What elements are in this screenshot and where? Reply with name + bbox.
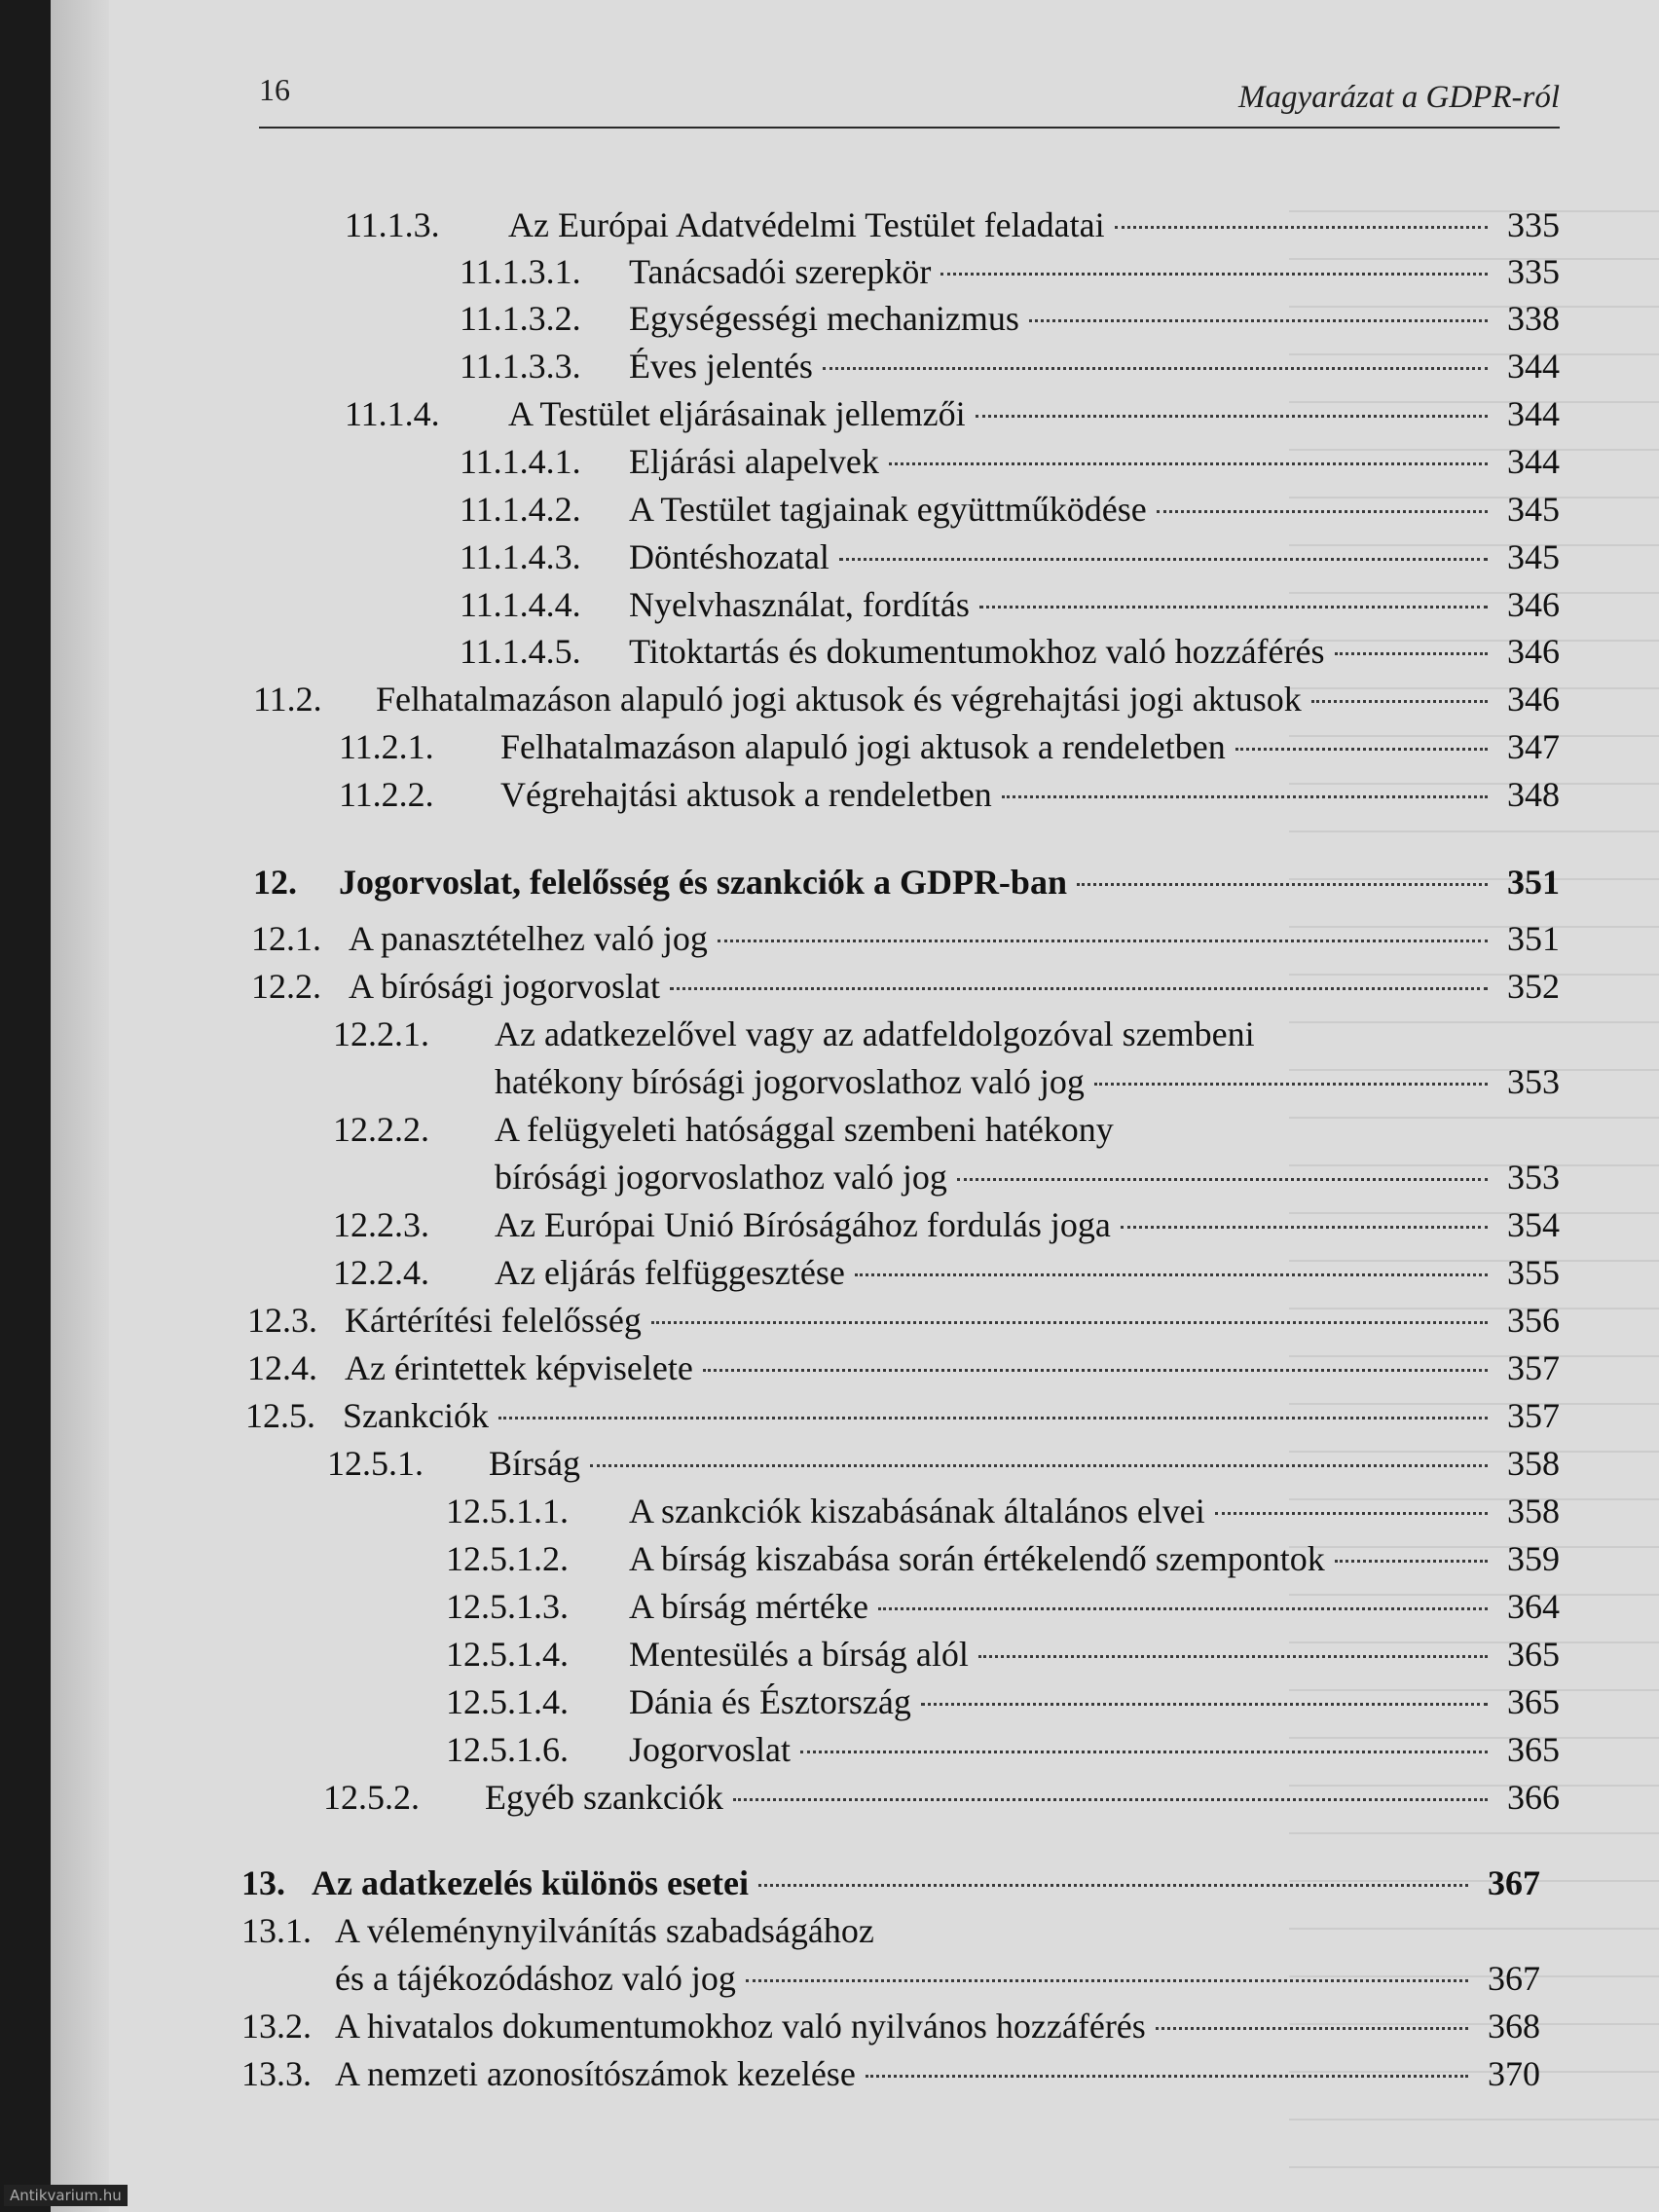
toc-entry-title: A panasztételhez való jog (349, 919, 708, 958)
toc-entry-title: Az érintettek képviselete (345, 1348, 693, 1387)
toc-entry (460, 298, 1560, 339)
toc-page-number: 358 (1507, 1444, 1560, 1483)
toc-page-number: 357 (1507, 1348, 1560, 1387)
toc-entry-title: Felhatalmazáson alapuló jogi aktusok a rendeletben (500, 727, 1226, 766)
toc-entry-number: 12.5. (245, 1396, 315, 1435)
toc-entry-number: 13.3. (241, 2054, 312, 2093)
toc-entry-title: Végrehajtási aktusok a rendeletben (500, 775, 992, 814)
toc-entry (446, 1729, 1560, 1770)
watermark: Antikvarium.hu (4, 2185, 128, 2206)
toc-entry (245, 1395, 1560, 1436)
toc-entry-title: Döntéshozatal (629, 537, 830, 576)
toc-entry-title: A bírság mértéke (629, 1587, 868, 1626)
toc-entry (446, 1538, 1560, 1579)
toc-entry-number: 12.2.1. (333, 1014, 429, 1053)
toc-page-number: 353 (1507, 1158, 1560, 1197)
toc-page-number: 364 (1507, 1587, 1560, 1626)
toc-leader-dots (957, 1178, 1488, 1181)
toc-page-number: 370 (1488, 2054, 1540, 2093)
toc-page-number: 358 (1507, 1492, 1560, 1530)
toc-entry-number: 11.1.4.2. (460, 490, 581, 529)
toc-leader-dots (878, 1607, 1488, 1610)
toc-entry-title: Bírság (489, 1444, 580, 1483)
toc-leader-dots (1121, 1226, 1488, 1229)
toc-entry-title: Szankciók (343, 1396, 489, 1435)
toc-page-number: 348 (1507, 775, 1560, 814)
toc-entry (495, 1061, 1560, 1102)
toc-leader-dots (940, 273, 1488, 276)
toc-entry-title: A Testület tagjainak együttműködése (629, 490, 1147, 529)
toc-entry-title: Az eljárás felfüggesztése (495, 1253, 845, 1292)
toc-entry-number: 12.5.1.3. (446, 1587, 569, 1626)
toc-entry-title: Felhatalmazáson alapuló jogi aktusok és végrehajtási jogi aktusok (376, 680, 1302, 719)
toc-page-number: 359 (1507, 1539, 1560, 1578)
toc-entry (241, 2006, 1540, 2046)
toc-entry-number: 12.3. (247, 1301, 317, 1340)
toc-entry (460, 346, 1560, 387)
toc-leader-dots (1029, 319, 1488, 322)
toc-entry (253, 679, 1560, 719)
toc-leader-dots (1002, 795, 1488, 798)
toc-entry (241, 2053, 1540, 2094)
toc-entry-title: A nemzeti azonosítószámok kezelése (335, 2054, 856, 2093)
toc-entry-number: 11.1.4. (345, 394, 440, 433)
toc-leader-dots (1335, 1560, 1488, 1563)
toc-entry (339, 726, 1560, 767)
toc-entry-number: 11.1.3.3. (460, 347, 581, 386)
toc-leader-dots (1235, 748, 1488, 751)
toc-page-number: 357 (1507, 1396, 1560, 1435)
toc-entry-number: 12.5.1. (327, 1444, 424, 1483)
toc-entry-number: 12. (253, 863, 297, 902)
toc-leader-dots (1311, 700, 1488, 703)
toc-page-number: 347 (1507, 727, 1560, 766)
toc-entry-title: Az Európai Adatvédelmi Testület feladatai (508, 205, 1105, 244)
toc-leader-dots (976, 415, 1488, 418)
toc-page-number: 365 (1507, 1682, 1560, 1721)
toc-entry-title: Eljárási alapelvek (629, 442, 879, 481)
toc-entry-number: 12.2.4. (333, 1253, 429, 1292)
toc-entry (323, 1777, 1560, 1818)
toc-page-number: 354 (1507, 1205, 1560, 1244)
toc-entry-title: Az Európai Unió Bíróságához fordulás joga (495, 1205, 1111, 1244)
toc-page-number: 335 (1507, 205, 1560, 244)
toc-entry-number: 11.1.3.1. (460, 252, 581, 291)
toc-leader-dots (746, 1979, 1468, 1982)
toc-leader-dots (1215, 1512, 1488, 1515)
page-gutter-shadow (51, 0, 109, 2212)
toc-leader-dots (1157, 510, 1488, 513)
book-page (51, 0, 1659, 2212)
toc-leader-dots (889, 462, 1488, 465)
toc-page-number: 346 (1507, 680, 1560, 719)
toc-entry-title: Nyelvhasználat, fordítás (629, 585, 970, 624)
toc-page-number: 345 (1507, 537, 1560, 576)
toc-page-number: 345 (1507, 490, 1560, 529)
toc-leader-dots (1156, 2027, 1468, 2030)
toc-entry-title: Jogorvoslat, felelősség és szankciók a GDPR-ban (339, 863, 1067, 902)
toc-entry (327, 1443, 1560, 1484)
toc-entry-number: 11.1.4.5. (460, 632, 581, 671)
toc-entry-title: Jogorvoslat (629, 1730, 791, 1769)
toc-entry-number: 12.5.1.2. (446, 1539, 569, 1578)
toc-entry-number: 12.5.1.1. (446, 1492, 569, 1530)
toc-leader-dots (978, 1655, 1488, 1658)
toc-entry-title: A bírság kiszabása során értékelendő szempontok (629, 1539, 1325, 1578)
toc-entry (446, 1634, 1560, 1675)
toc-entry-number: 12.5.1.6. (446, 1730, 569, 1769)
toc-entry-title: Az adatkezelővel vagy az adatfeldolgozóval szembeni (495, 1014, 1255, 1053)
toc-entry (495, 1157, 1560, 1198)
toc-leader-dots (498, 1417, 1488, 1419)
toc-entry-title: A Testület eljárásainak jellemzői (508, 394, 966, 433)
toc-entry (460, 584, 1560, 625)
toc-page-number: 346 (1507, 632, 1560, 671)
toc-entry-number: 12.2. (251, 967, 321, 1006)
toc-entry-title: Dánia és Észtország (629, 1682, 911, 1721)
toc-entry-first-line (333, 1014, 1255, 1054)
toc-leader-dots (590, 1464, 1488, 1467)
toc-entry-title: Kártérítési felelősség (345, 1301, 642, 1340)
toc-entry-title: A szankciók kiszabásának általános elvei (629, 1492, 1205, 1530)
toc-entry-title: A véleménynyilvánítás szabadságához (335, 1911, 874, 1950)
toc-entry-title: Éves jelentés (629, 347, 813, 386)
toc-page-number: 353 (1507, 1062, 1560, 1101)
toc-page-number: 367 (1488, 1959, 1540, 1998)
toc-leader-dots (1115, 226, 1488, 229)
toc-entry-title: A bírósági jogorvoslat (349, 967, 660, 1006)
toc-page-number: 344 (1507, 347, 1560, 386)
toc-entry-number: 11.1.3.2. (460, 299, 581, 338)
toc-entry-first-line (241, 1910, 874, 1951)
toc-page-number: 335 (1507, 252, 1560, 291)
toc-entry (446, 1586, 1560, 1627)
toc-leader-dots (921, 1703, 1488, 1706)
toc-page-number: 356 (1507, 1301, 1560, 1340)
toc-leader-dots (651, 1321, 1488, 1324)
toc-leader-dots (800, 1751, 1488, 1753)
toc-entry (460, 489, 1560, 530)
toc-entry (251, 918, 1560, 959)
toc-entry (247, 1300, 1560, 1341)
toc-page-number: 351 (1507, 863, 1560, 902)
toc-leader-dots (866, 2075, 1468, 2078)
toc-page-number: 351 (1507, 919, 1560, 958)
toc-entry-title: Mentesülés a bírság alól (629, 1635, 969, 1674)
toc-entry (251, 966, 1560, 1007)
toc-entry (460, 251, 1560, 292)
toc-entry (333, 1204, 1560, 1245)
toc-leader-dots (1094, 1083, 1488, 1086)
toc-entry-number: 12.2.3. (333, 1205, 429, 1244)
page-number: 16 (259, 72, 290, 107)
toc-leader-dots (718, 940, 1488, 942)
toc-entry (333, 1252, 1560, 1293)
toc-entry-number: 11.1.4.4. (460, 585, 581, 624)
toc-page-number: 338 (1507, 299, 1560, 338)
toc-page-number: 344 (1507, 394, 1560, 433)
toc-page-number: 367 (1488, 1863, 1540, 1902)
toc-entry-title-continued: hatékony bírósági jogorvoslathoz való jog (495, 1062, 1085, 1101)
toc-leader-dots (979, 606, 1488, 608)
toc-entry (446, 1681, 1560, 1722)
toc-page-number: 344 (1507, 442, 1560, 481)
toc-leader-dots (733, 1798, 1488, 1801)
toc-entry-number: 13. (241, 1863, 285, 1902)
toc-entry-number: 12.2.2. (333, 1110, 429, 1149)
toc-leader-dots (1335, 652, 1489, 655)
toc-leader-dots (855, 1273, 1488, 1276)
toc-leader-dots (839, 558, 1488, 561)
toc-page-number: 352 (1507, 967, 1560, 1006)
toc-entry-number: 11.1.4.1. (460, 442, 581, 481)
toc-entry (339, 774, 1560, 815)
running-header (259, 68, 1560, 129)
toc-entry-title: Egyéb szankciók (485, 1778, 723, 1817)
toc-page-number: 368 (1488, 2007, 1540, 2046)
toc-leader-dots (703, 1369, 1488, 1372)
toc-entry (460, 631, 1560, 672)
toc-entry-number: 11.1.3. (345, 205, 440, 244)
toc-page-number: 365 (1507, 1730, 1560, 1769)
toc-leader-dots (1077, 883, 1488, 886)
toc-entry-title: Az adatkezelés különös esetei (312, 1863, 749, 1902)
toc-entry (446, 1491, 1560, 1531)
toc-entry-number: 13.2. (241, 2007, 312, 2046)
toc-entry (460, 441, 1560, 482)
toc-entry-number: 11.2.2. (339, 775, 434, 814)
toc-leader-dots (670, 987, 1488, 990)
toc-entry-number: 11.1.4.3. (460, 537, 581, 576)
toc-chapter-entry (253, 862, 1560, 903)
toc-entry-title: Titoktartás és dokumentumokhoz való hozzáférés (629, 632, 1325, 671)
toc-page-number: 366 (1507, 1778, 1560, 1817)
toc-entry-title-continued: és a tájékozódáshoz való jog (335, 1959, 736, 1998)
toc-page-number: 346 (1507, 585, 1560, 624)
toc-entry-number: 12.5.1.4. (446, 1682, 569, 1721)
toc-entry-number: 12.4. (247, 1348, 317, 1387)
running-title: Magyarázat a GDPR-ról (1238, 80, 1560, 115)
toc-page-number: 355 (1507, 1253, 1560, 1292)
toc-entry-first-line (333, 1109, 1114, 1150)
toc-entry-number: 12.5.2. (323, 1778, 420, 1817)
toc-entry-number: 13.1. (241, 1911, 312, 1950)
toc-entry-title: Tanácsadói szerepkör (629, 252, 932, 291)
toc-entry-title: A hivatalos dokumentumokhoz való nyilvános hozzáférés (335, 2007, 1146, 2046)
toc-entry (335, 1958, 1540, 1999)
toc-entry-number: 12.5.1.4. (446, 1635, 569, 1674)
toc-entry-number: 12.1. (251, 919, 321, 958)
toc-entry-title: A felügyeleti hatósággal szembeni hatékony (495, 1110, 1114, 1149)
toc-entry-number: 11.2. (253, 680, 322, 719)
toc-entry (345, 204, 1560, 245)
toc-entry-title: Egységességi mechanizmus (629, 299, 1019, 338)
toc-entry-number: 11.2.1. (339, 727, 434, 766)
toc-leader-dots (758, 1884, 1468, 1887)
toc-chapter-entry (241, 1862, 1540, 1903)
toc-entry (247, 1347, 1560, 1388)
toc-leader-dots (823, 367, 1488, 370)
toc-entry-title-continued: bírósági jogorvoslathoz való jog (495, 1158, 947, 1197)
toc-entry (460, 536, 1560, 577)
toc-entry (345, 393, 1560, 434)
toc-page-number: 365 (1507, 1635, 1560, 1674)
